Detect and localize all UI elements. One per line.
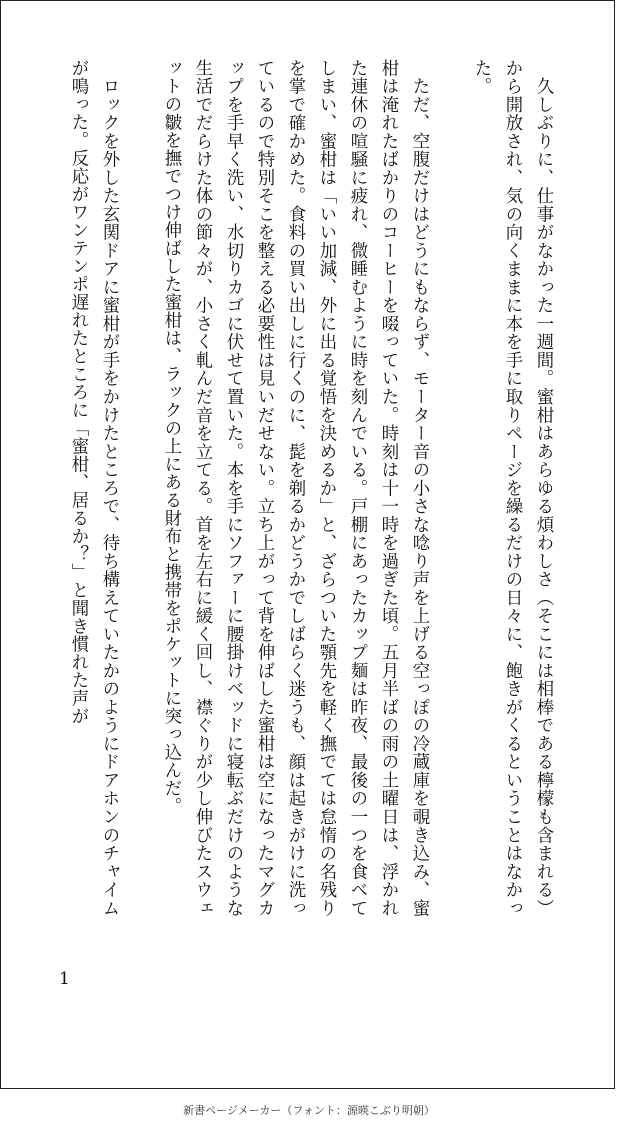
vertical-text-body [62,59,558,917]
paragraph-2: ただ、空腹だけはどうにもならず、モーター音の小さな唸り声を上げる空っぽの冷蔵庫を覗き込み、蜜柑は淹れたばかりのコーヒーを啜っていた。時刻は十一時を過ぎた頃。五月半ばの雨の土曜日は、浮かれた連休の喧騒に疲れ、微睡むように時を刻んでいる。戸棚にあったカップ麺は昨夜、最後の一つを食べてしまい、蜜柑は「いい加減、外に出る覚悟を決めるか」と、ざらついた顎先を軽く撫でては怠惰の名残りを掌で確かめた。食料の買い出しに行くのに、髭を剃るかどうかでしばらく迷うも、顔は起きがけに洗っているので特別そこを整える必要性は見いだせない。立ち上がって背を伸ばした蜜柑は空になったマグカップを手早く洗い、水切りカゴに伏せて置いた。本を手にソファーに腰掛けベッドに寝転ぶだけのような生活でだらけた体の節々が、小さく軋んだ音を立てる。首を左右に緩く回し、襟ぐりが少し伸びたスウェットの皺を撫でつけ伸ばした蜜柑は、ラックの上にある財布と携帯をポケットに突っ込んだ。 [161,59,429,917]
paragraph-1: 久しぶりに、仕事がなかった一週間。蜜柑はあらゆる煩わしさ（そこには相棒である檸檬も含まれる）から開放され、気の向くままに本を手に取りページを繰るだけの日々に、飽きがくるということはなかった。 [471,59,553,917]
page-number: 1 [59,969,70,989]
footer-caption: 新書ページメーカー（フォント：源暎こぶり明朝） [183,1104,435,1117]
paragraph-3: ロックを外した玄関ドアに蜜柑が手をかけたところで、待ち構えていたかのようにドアホンのチャイムが鳴った。反応がワンテンポ遅れたところに「蜜柑、居るか？」と聞き慣れた声が [68,59,119,917]
paragraph-gap [124,59,155,917]
paragraph-gap [434,59,465,917]
